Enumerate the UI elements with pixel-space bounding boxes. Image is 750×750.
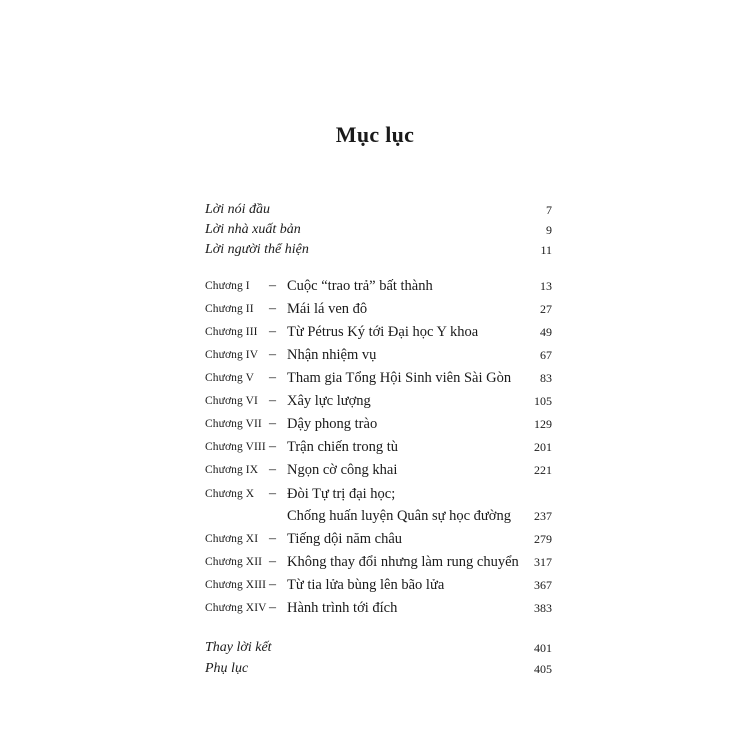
chapter-number: Chương XII <box>205 556 263 568</box>
toc-entry-label: Lời nhà xuất bản <box>205 222 301 237</box>
chapter-page: 237 <box>534 509 552 523</box>
chapter-number: Chương VII <box>205 418 262 430</box>
page-title: Mục lục <box>335 122 415 147</box>
chapter-title: Dậy phong trào <box>287 416 378 432</box>
chapter-title: Ngọn cờ công khai <box>287 462 398 478</box>
chapter-dash: – <box>269 301 276 316</box>
chapter-title: Từ Pétrus Ký tới Đại học Y khoa <box>287 324 479 340</box>
chapter-row <box>205 531 552 551</box>
chapter-dash: – <box>269 600 276 615</box>
chapter-row <box>205 486 552 530</box>
chapter-page: 279 <box>534 532 552 546</box>
chapter-row <box>205 416 552 436</box>
chapter-page: 13 <box>540 279 552 293</box>
toc-entry-label: Thay lời kết <box>205 640 272 655</box>
chapter-dash: – <box>269 370 276 385</box>
chapter-number: Chương X <box>205 488 255 500</box>
toc-entry-page: 11 <box>540 243 552 257</box>
toc-entry-page: 401 <box>534 641 552 655</box>
chapter-title: Đòi Tự trị đại học; <box>287 486 396 502</box>
chapter-row <box>205 554 552 574</box>
chapter-title: Cuộc “trao trả” bất thành <box>287 278 433 294</box>
chapter-row <box>205 301 552 321</box>
chapter-page: 49 <box>540 325 552 339</box>
toc-entry-label: Phụ lục <box>205 661 249 676</box>
chapter-number: Chương XIV <box>205 602 267 614</box>
chapter-dash: – <box>269 347 276 362</box>
chapter-number: Chương III <box>205 326 258 338</box>
chapter-row <box>205 600 552 620</box>
chapter-title: Mái lá ven đô <box>287 301 368 317</box>
chapter-dash: – <box>269 439 276 454</box>
chapter-dash: – <box>269 324 276 339</box>
chapter-row <box>205 462 552 482</box>
toc-entry <box>205 222 552 242</box>
chapter-page: 83 <box>540 371 552 385</box>
chapter-number: Chương II <box>205 303 254 315</box>
chapter-row <box>205 324 552 344</box>
chapter-row <box>205 347 552 367</box>
toc-entry-page: 405 <box>534 662 552 676</box>
chapter-dash: – <box>269 486 276 501</box>
toc-entry-label: Lời nói đầu <box>205 202 271 217</box>
chapter-title: Không thay đổi nhưng làm rung chuyển <box>287 554 519 570</box>
chapter-row <box>205 278 552 298</box>
chapter-dash: – <box>269 393 276 408</box>
chapter-number: Chương XIII <box>205 579 267 591</box>
chapter-number: Chương I <box>205 280 250 292</box>
chapter-number: Chương XI <box>205 533 259 545</box>
chapter-row <box>205 439 552 459</box>
chapter-page: 367 <box>534 578 552 592</box>
chapter-number: Chương IV <box>205 349 259 361</box>
chapter-number: Chương IX <box>205 464 259 476</box>
chapter-page: 221 <box>534 463 552 477</box>
toc-entry-page: 9 <box>546 223 552 237</box>
chapter-dash: – <box>269 531 276 546</box>
toc-entry <box>205 242 552 262</box>
toc-entry-page: 7 <box>546 203 552 217</box>
chapter-page: 27 <box>540 302 552 316</box>
chapter-page: 129 <box>534 417 552 431</box>
chapter-title: Hành trình tới đích <box>287 600 398 616</box>
chapter-dash: – <box>269 577 276 592</box>
chapter-page: 383 <box>534 601 552 615</box>
chapter-title-continued: Chống huấn luyện Quân sự học đường <box>287 508 511 524</box>
chapter-page: 67 <box>540 348 552 362</box>
chapter-dash: – <box>269 462 276 477</box>
chapter-number: Chương VI <box>205 395 258 407</box>
chapter-page: 201 <box>534 440 552 454</box>
chapter-row <box>205 577 552 597</box>
chapter-row <box>205 370 552 390</box>
chapter-page: 105 <box>534 394 552 408</box>
chapter-number: Chương VIII <box>205 441 266 453</box>
toc-entry <box>205 661 552 681</box>
chapter-number: Chương V <box>205 372 255 384</box>
chapter-row <box>205 393 552 413</box>
toc-entry-label: Lời người thể hiện <box>205 242 309 257</box>
chapter-dash: – <box>269 278 276 293</box>
chapter-title: Trận chiến trong tù <box>287 439 399 455</box>
toc-entry <box>205 640 552 660</box>
chapter-title: Xây lực lượng <box>287 393 371 409</box>
chapter-dash: – <box>269 554 276 569</box>
chapter-title: Tham gia Tổng Hội Sinh viên Sài Gòn <box>287 370 512 386</box>
toc-entry <box>205 202 552 222</box>
chapter-title: Từ tia lửa bùng lên bão lửa <box>287 577 445 593</box>
chapter-page: 317 <box>534 555 552 569</box>
chapter-title: Nhận nhiệm vụ <box>287 347 377 363</box>
chapter-title: Tiếng dội năm châu <box>287 531 403 547</box>
chapter-dash: – <box>269 416 276 431</box>
